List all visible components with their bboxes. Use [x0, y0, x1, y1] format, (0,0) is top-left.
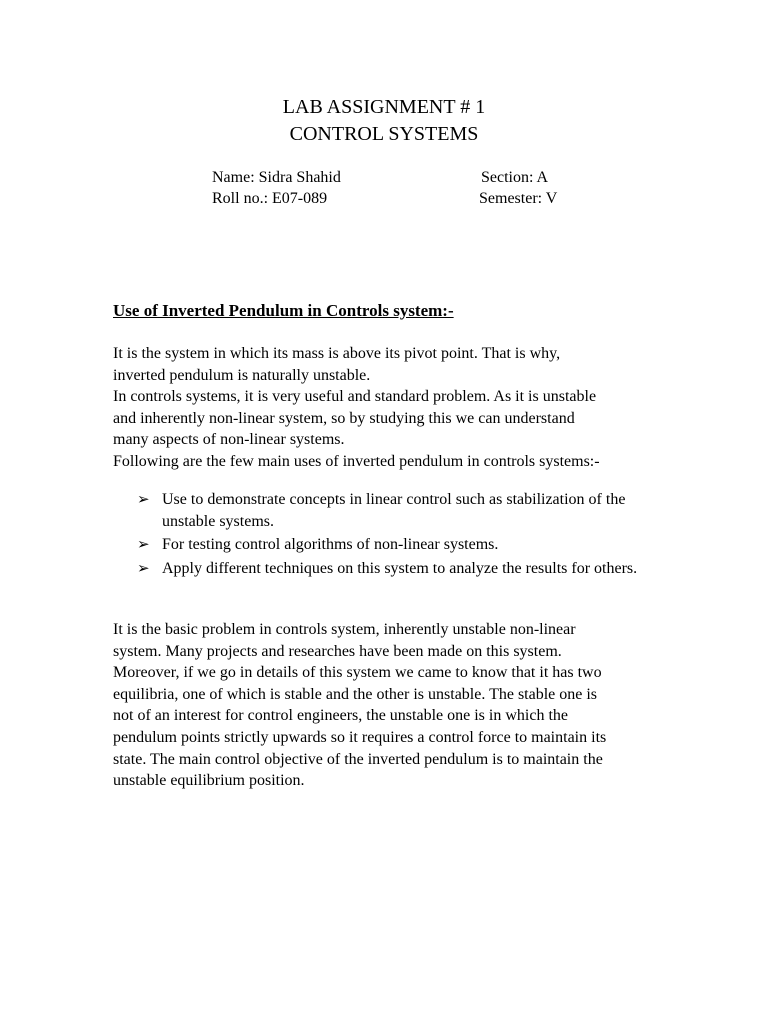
body-line: It is the basic problem in controls system, inherently unstable non-linear	[113, 621, 576, 638]
list-item	[137, 558, 657, 580]
arrow-bullet-icon: ➢	[137, 490, 150, 508]
intro-line: inverted pendulum is naturally unstable.	[113, 366, 371, 384]
body-line: Moreover, if we go in details of this system we came to know that it has two	[113, 664, 602, 682]
intro-line: It is the system in which its mass is above its pivot point. That is why,	[113, 345, 561, 362]
student-name: Name: Sidra Shahid	[212, 169, 341, 186]
arrow-bullet-icon: ➢	[137, 558, 150, 577]
body-line: pendulum points strictly upwards so it requires a control force to maintain its	[113, 728, 607, 746]
list-item-text: For testing control algorithms of non-linear systems.	[162, 536, 499, 554]
list-item-text: Use to demonstrate concepts in linear control such as stabilization of the unstable systems.	[162, 491, 626, 530]
body-paragraph	[113, 619, 661, 792]
uses-list	[137, 489, 657, 581]
intro-line: and inherently non-linear system, so by studying this we can understand	[113, 409, 575, 427]
section-info: Section: A	[481, 169, 549, 186]
list-item	[137, 489, 657, 532]
section-heading: Use of Inverted Pendulum in Controls system:-	[113, 301, 454, 320]
roll-number: Roll no.: E07-089	[212, 190, 328, 207]
list-item	[137, 534, 657, 556]
body-line: unstable equilibrium position.	[113, 772, 305, 790]
body-line: state. The main control objective of the inverted pendulum is to maintain the	[113, 750, 603, 768]
body-line: system. Many projects and researches have been made on this system.	[113, 642, 562, 660]
body-line: equilibria, one of which is stable and the other is unstable. The stable one is	[113, 685, 598, 703]
course-title: CONTROL SYSTEMS	[289, 123, 479, 145]
assignment-title: LAB ASSIGNMENT # 1	[282, 96, 486, 118]
intro-line: Following are the few main uses of inverted pendulum in controls systems:-	[113, 452, 600, 470]
arrow-bullet-icon: ➢	[137, 535, 150, 554]
intro-line: In controls systems, it is very useful and standard problem. As it is unstable	[113, 388, 597, 406]
intro-line: many aspects of non-linear systems.	[113, 431, 345, 449]
body-line: not of an interest for control engineers, the unstable one is in which the	[113, 707, 568, 725]
semester-info: Semester: V	[479, 190, 558, 207]
intro-paragraph	[113, 343, 658, 473]
list-item-text: Apply different techniques on this system to analyze the results for others.	[162, 559, 638, 577]
